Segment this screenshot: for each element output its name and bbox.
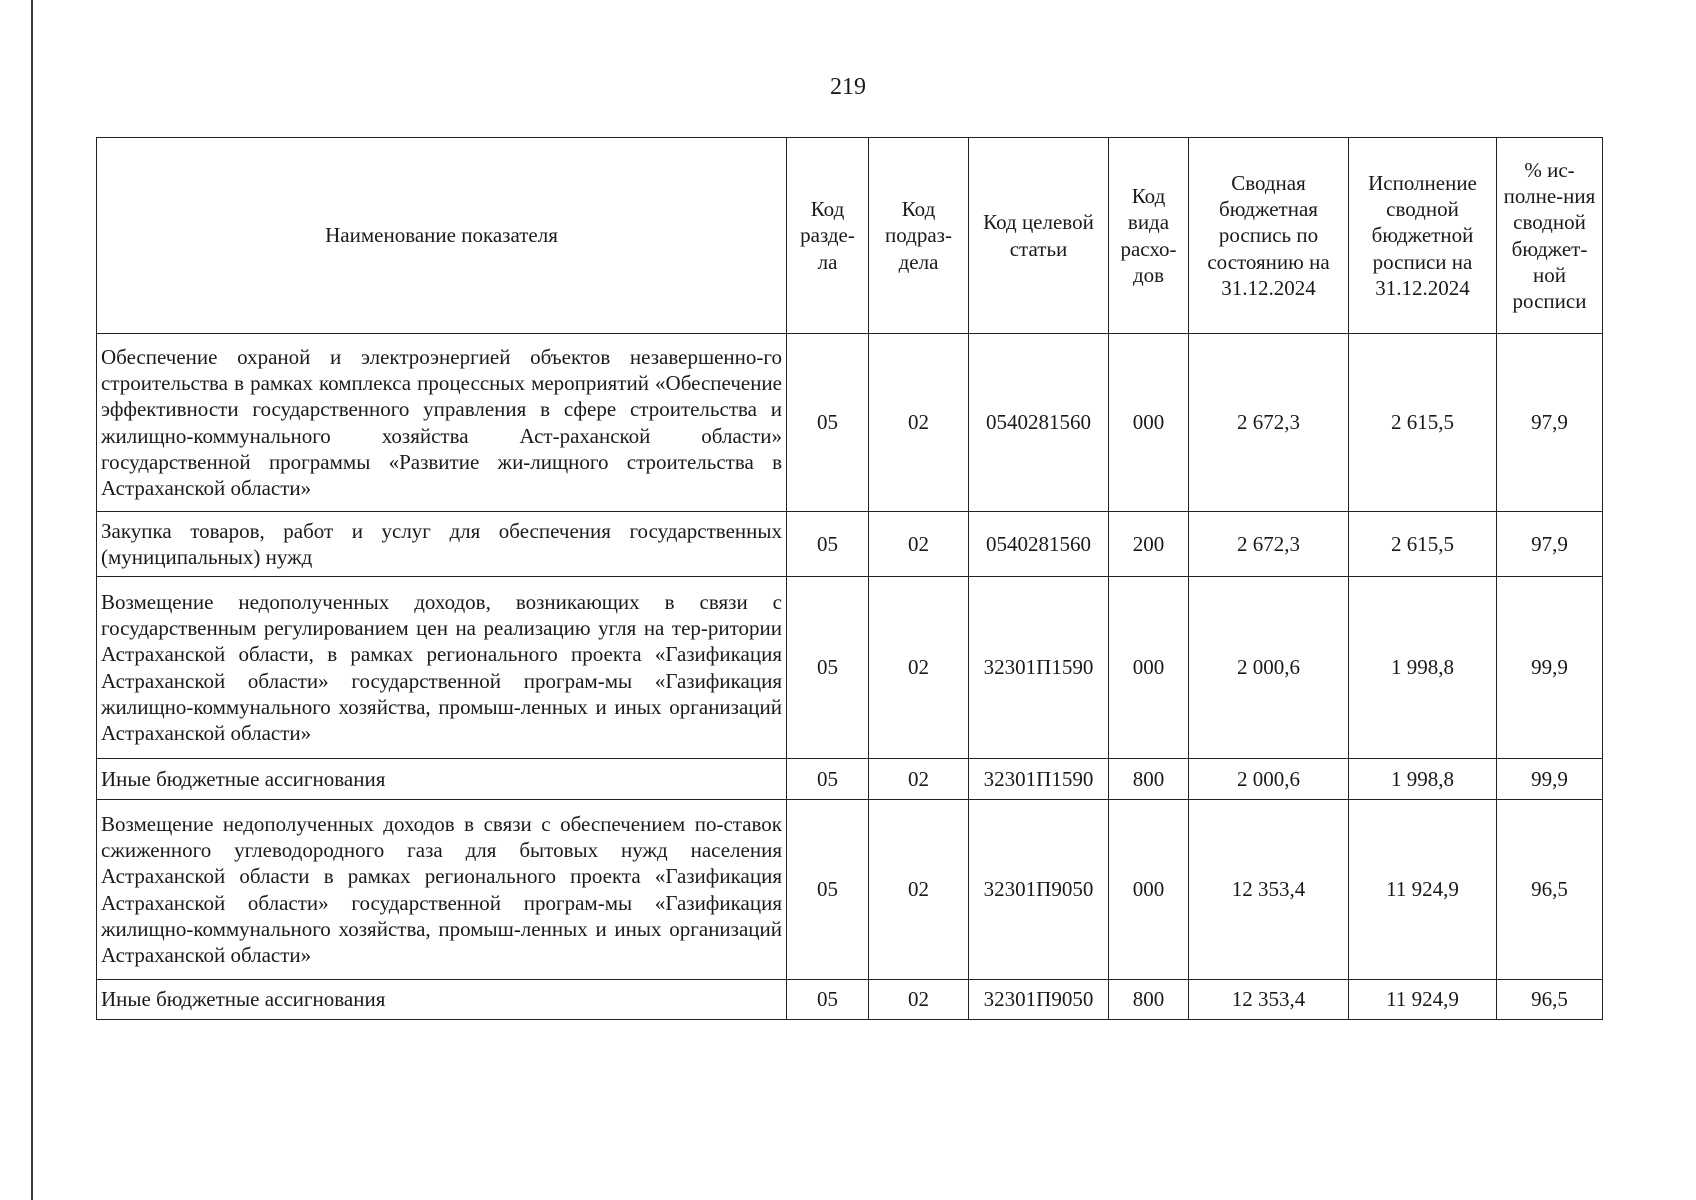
row-subsection: 02 xyxy=(869,512,969,577)
budget-table xyxy=(96,137,1603,1020)
row-target: 32301П1590 xyxy=(969,759,1109,800)
row-expense-type: 000 xyxy=(1109,800,1189,980)
table-row xyxy=(97,577,1603,759)
row-section: 05 xyxy=(787,577,869,759)
row-execution: 2 615,5 xyxy=(1349,334,1497,512)
row-subsection: 02 xyxy=(869,334,969,512)
row-section: 05 xyxy=(787,800,869,980)
header-execution-percent: % ис-полне-ния сводной бюджет-ной росписи xyxy=(1497,138,1603,334)
header-name: Наименование показателя xyxy=(97,138,787,334)
table-row xyxy=(97,759,1603,800)
row-execution: 2 615,5 xyxy=(1349,512,1497,577)
table-row xyxy=(97,980,1603,1020)
row-execution: 11 924,9 xyxy=(1349,980,1497,1020)
row-expense-type: 000 xyxy=(1109,334,1189,512)
row-subsection: 02 xyxy=(869,759,969,800)
row-percent: 97,9 xyxy=(1497,334,1603,512)
table-header-row xyxy=(97,138,1603,334)
row-execution: 11 924,9 xyxy=(1349,800,1497,980)
row-plan: 2 000,6 xyxy=(1189,577,1349,759)
header-section-code: Код разде-ла xyxy=(787,138,869,334)
page-number: 219 xyxy=(830,74,866,100)
row-plan: 2 672,3 xyxy=(1189,334,1349,512)
header-subsection-code: Код подраз-дела xyxy=(869,138,969,334)
row-name: Иные бюджетные ассигнования xyxy=(97,759,787,800)
row-section: 05 xyxy=(787,759,869,800)
row-target: 0540281560 xyxy=(969,334,1109,512)
header-budget-execution: Исполнение сводной бюджетной росписи на 31.12.2024 xyxy=(1349,138,1497,334)
row-plan: 12 353,4 xyxy=(1189,800,1349,980)
row-percent: 99,9 xyxy=(1497,759,1603,800)
row-expense-type: 800 xyxy=(1109,980,1189,1020)
row-execution: 1 998,8 xyxy=(1349,759,1497,800)
row-subsection: 02 xyxy=(869,800,969,980)
row-name: Возмещение недополученных доходов, возникающих в связи с государственным регулированием цен на реализацию угля на тер-ритории Астраханской области, в рамках регионального проекта «Газификация Астраханской области» государственной програм-мы «Газификация жилищно-коммунального хозяйства, промыш-ленных и иных организаций Астраханской области» xyxy=(97,577,787,759)
row-percent: 99,9 xyxy=(1497,577,1603,759)
row-target: 0540281560 xyxy=(969,512,1109,577)
row-expense-type: 000 xyxy=(1109,577,1189,759)
row-percent: 97,9 xyxy=(1497,512,1603,577)
row-target: 32301П9050 xyxy=(969,980,1109,1020)
row-subsection: 02 xyxy=(869,980,969,1020)
header-expense-type-code: Код вида расхо-дов xyxy=(1109,138,1189,334)
row-expense-type: 800 xyxy=(1109,759,1189,800)
table-row xyxy=(97,334,1603,512)
row-name: Возмещение недополученных доходов в связи с обеспечением по-ставок сжиженного углеводородного газа для бытовых нужд населения Астраханской области в рамках регионального проекта «Газификация Астраханской области» государственной програм-мы «Газификация жилищно-коммунального хозяйства, промыш-ленных и иных организаций Астраханской области» xyxy=(97,800,787,980)
header-budget-plan: Сводная бюджетная роспись по состоянию на 31.12.2024 xyxy=(1189,138,1349,334)
row-target: 32301П1590 xyxy=(969,577,1109,759)
table-row xyxy=(97,800,1603,980)
row-target: 32301П9050 xyxy=(969,800,1109,980)
table-row xyxy=(97,512,1603,577)
row-section: 05 xyxy=(787,334,869,512)
binding-margin-line xyxy=(31,0,33,1200)
row-section: 05 xyxy=(787,980,869,1020)
row-percent: 96,5 xyxy=(1497,980,1603,1020)
row-percent: 96,5 xyxy=(1497,800,1603,980)
row-subsection: 02 xyxy=(869,577,969,759)
row-plan: 12 353,4 xyxy=(1189,980,1349,1020)
row-name: Закупка товаров, работ и услуг для обеспечения государственных (муниципальных) нужд xyxy=(97,512,787,577)
row-name: Обеспечение охраной и электроэнергией объектов незавершенно-го строительства в рамках комплекса процессных мероприятий «Обеспечение эффективности государственного управления в сфере строительства и жилищно-коммунального хозяйства Аст-раханской области» государственной программы «Развитие жи-лищного строительства в Астраханской области» xyxy=(97,334,787,512)
row-execution: 1 998,8 xyxy=(1349,577,1497,759)
row-plan: 2 000,6 xyxy=(1189,759,1349,800)
row-name: Иные бюджетные ассигнования xyxy=(97,980,787,1020)
header-target-code: Код целевой статьи xyxy=(969,138,1109,334)
row-section: 05 xyxy=(787,512,869,577)
row-expense-type: 200 xyxy=(1109,512,1189,577)
row-plan: 2 672,3 xyxy=(1189,512,1349,577)
